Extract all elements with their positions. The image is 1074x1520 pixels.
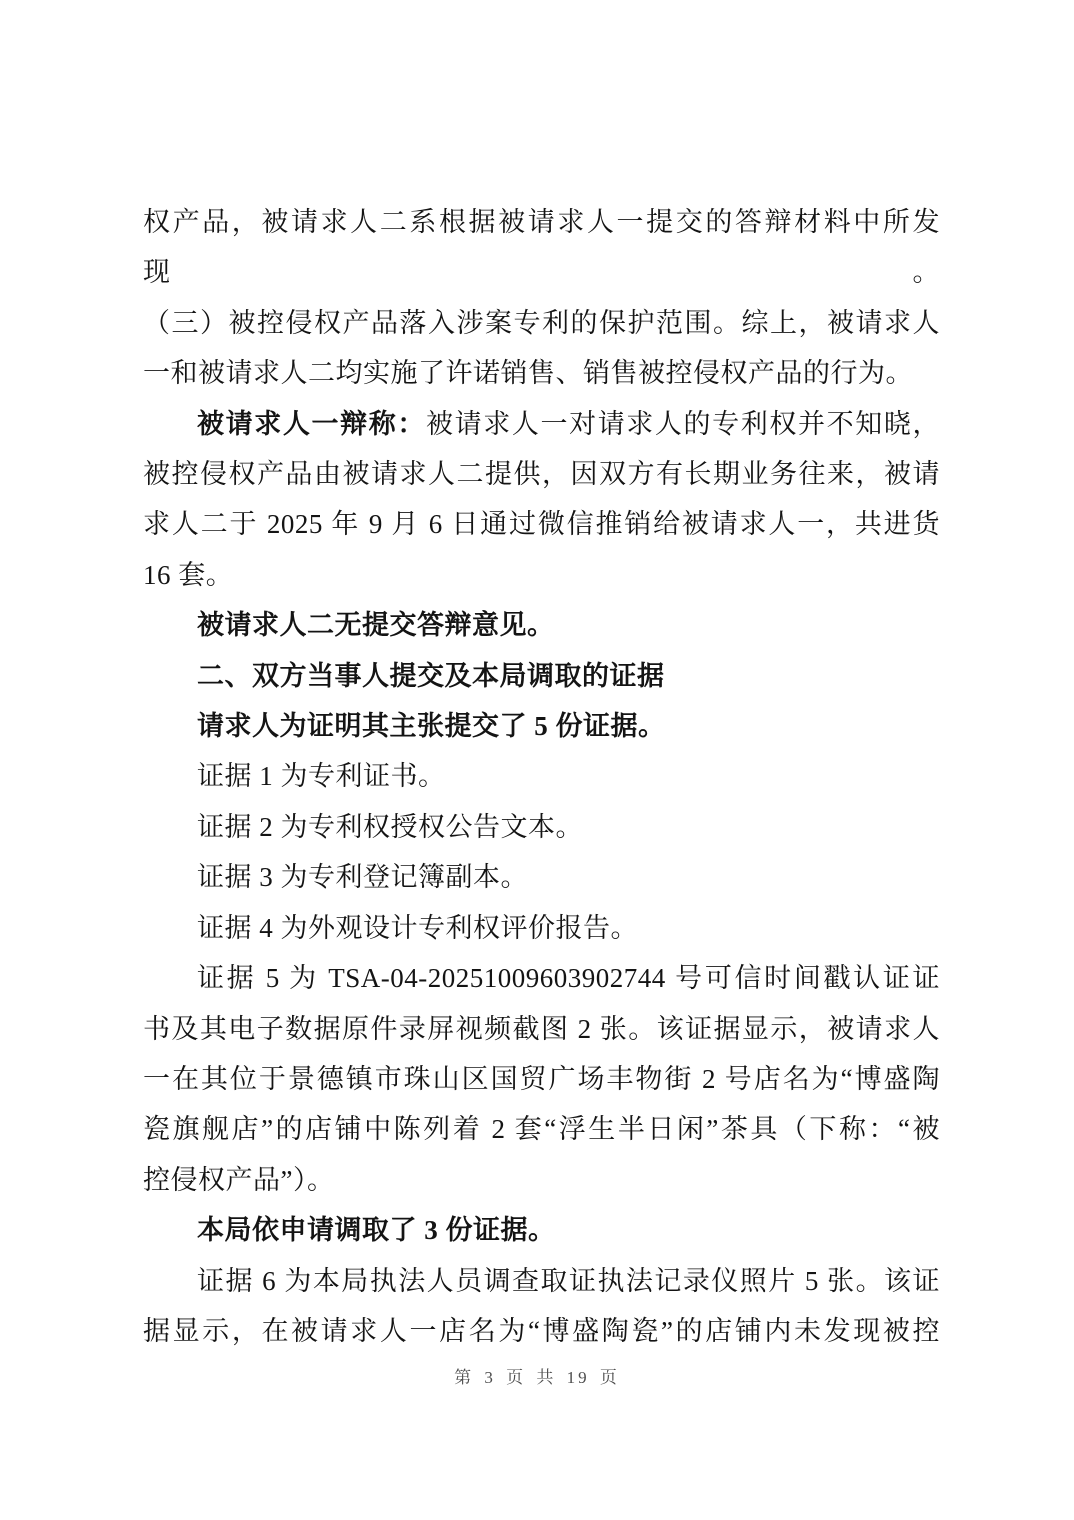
bureau-evidence-intro-line: 本局依申请调取了 3 份证据。 — [197, 1215, 556, 1246]
body-text-line: 一和被请求人二均实施了许诺销售、销售被控侵权产品的行为。 — [143, 358, 913, 389]
body-text-line: （三）被控侵权产品落入涉案专利的保护范围。综上，被请求人 — [143, 307, 940, 338]
body-text-line: 控侵权产品”）。 — [143, 1164, 335, 1195]
evidence-item-2: 证据 2 为专利权授权公告文本。 — [197, 811, 583, 842]
document-body — [143, 197, 940, 1356]
body-text-span: 被请求人一对请求人的专利权并不知晓， — [425, 408, 941, 439]
respondent-two-statement-line: 被请求人二无提交答辩意见。 — [197, 610, 555, 641]
evidence-item-6: 证据 6 为本局执法人员调查取证执法记录仪照片 5 张。该证 — [197, 1265, 940, 1296]
evidence-item-5: 证据 5 为 TSA-04-20251009603902744 号可信时间戳认证证 — [197, 963, 940, 994]
body-text-line: 16 套。 — [143, 559, 234, 590]
evidence-intro-line: 请求人为证明其主张提交了 5 份证据。 — [197, 711, 666, 742]
body-text-line: 一在其位于景德镇市珠山区国贸广场丰物街 2 号店名为“博盛陶 — [143, 1063, 940, 1094]
evidence-item-1: 证据 1 为专利证书。 — [197, 761, 446, 792]
evidence-item-4: 证据 4 为外观设计专利权评价报告。 — [197, 912, 638, 943]
evidence-item-3: 证据 3 为专利登记簿副本。 — [197, 862, 528, 893]
page-number: 第 3 页 共 19 页 — [454, 1368, 620, 1387]
body-text-line: 权产品，被请求人二系根据被请求人一提交的答辩材料中所发现。 — [143, 207, 940, 288]
body-text-line: 书及其电子数据原件录屏视频截图 2 张。该证据显示，被请求人 — [143, 1013, 940, 1044]
respondent-one-defense-line — [143, 399, 940, 449]
body-text-line: 据显示，在被请求人一店名为“博盛陶瓷”的店铺内未发现被控 — [143, 1315, 940, 1346]
body-text-line: 求人二于 2025 年 9 月 6 日通过微信推销给被请求人一，共进货 — [143, 509, 940, 540]
body-text-line: 被控侵权产品由被请求人二提供，因双方有长期业务往来，被请 — [143, 459, 940, 490]
bold-lead-label: 被请求人一辩称： — [197, 408, 426, 439]
page-footer — [0, 1363, 1074, 1388]
body-text-line: 瓷旗舰店”的店铺中陈列着 2 套“浮生半日闲”茶具（下称：“被 — [143, 1114, 940, 1145]
section-heading: 二、双方当事人提交及本局调取的证据 — [197, 660, 665, 691]
